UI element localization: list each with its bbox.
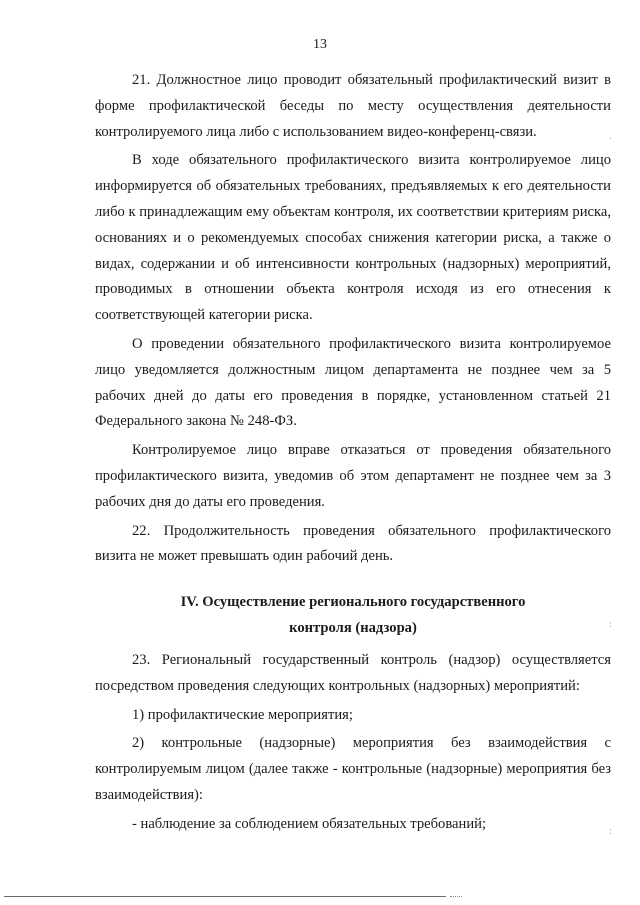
paragraph-22: 22. Продолжительность проведения обязательного профилактического визита не может превышать один рабочий день. [95, 522, 611, 565]
paragraph-21-notification: О проведении обязательного профилактического визита контролируемое лицо уведомляется должностным лицом департамента не позднее чем за 5 рабочих дней до даты его проведения в порядке, установленном статьей 21 Федерального закона № 248-ФЗ. [95, 335, 611, 430]
text-block-lower [95, 648, 611, 838]
section-heading-line-1: IV. Осуществление регионального государственного [180, 594, 526, 610]
paragraph-21-refusal: Контролируемое лицо вправе отказаться от проведения обязательного профилактического визита, уведомив об этом департамент не позднее чем за 3 рабочих дня до даты его проведения. [95, 442, 611, 510]
scan-speck: : [609, 620, 613, 630]
paragraph-23: 23. Региональный государственный контроль (надзор) осуществляется посредством проведения следующих контрольных (надзорных) мероприятий: [95, 652, 611, 694]
page-number: 13 [313, 37, 327, 52]
section-heading [95, 590, 611, 642]
scan-speck: : [609, 827, 613, 837]
list-subitem-observation: - наблюдение за соблюдением обязательных требований; [132, 815, 487, 832]
footer-rule [4, 896, 446, 897]
list-item-preventive: 1) профилактические мероприятия; [132, 706, 353, 723]
section-heading-line-2: контроля (надзора) [289, 619, 417, 636]
footer-rule-dotted [450, 896, 462, 897]
list-item-no-interaction: 2) контрольные (надзорные) мероприятия без взаимодействия с контролируемым лицом (далее также - контрольные (надзорные) мероприятия без взаимодействия): [95, 735, 611, 803]
text-block-upper [95, 68, 611, 570]
paragraph-21-visit-info: В ходе обязательного профилактического визита контролируемое лицо информируется об обязательных требованиях, предъявляемых к его деятельности либо к принадлежащим ему объектам контроля, их соответствии критериям риска, основаниях и о рекомендуемых способах снижения категории риска, а также о видах, содержании и об интенсивности контрольных (надзорных) мероприятий, проводимых в отношении объекта контроля исходя из его отнесения к соответствующей категории риска. [95, 152, 611, 324]
paragraph-21: 21. Должностное лицо проводит обязательный профилактический визит в форме профилактической беседы по месту осуществления деятельности контролируемого лица либо с использованием видео-конференц-связи. [95, 72, 611, 140]
scan-speck: . [609, 132, 612, 142]
